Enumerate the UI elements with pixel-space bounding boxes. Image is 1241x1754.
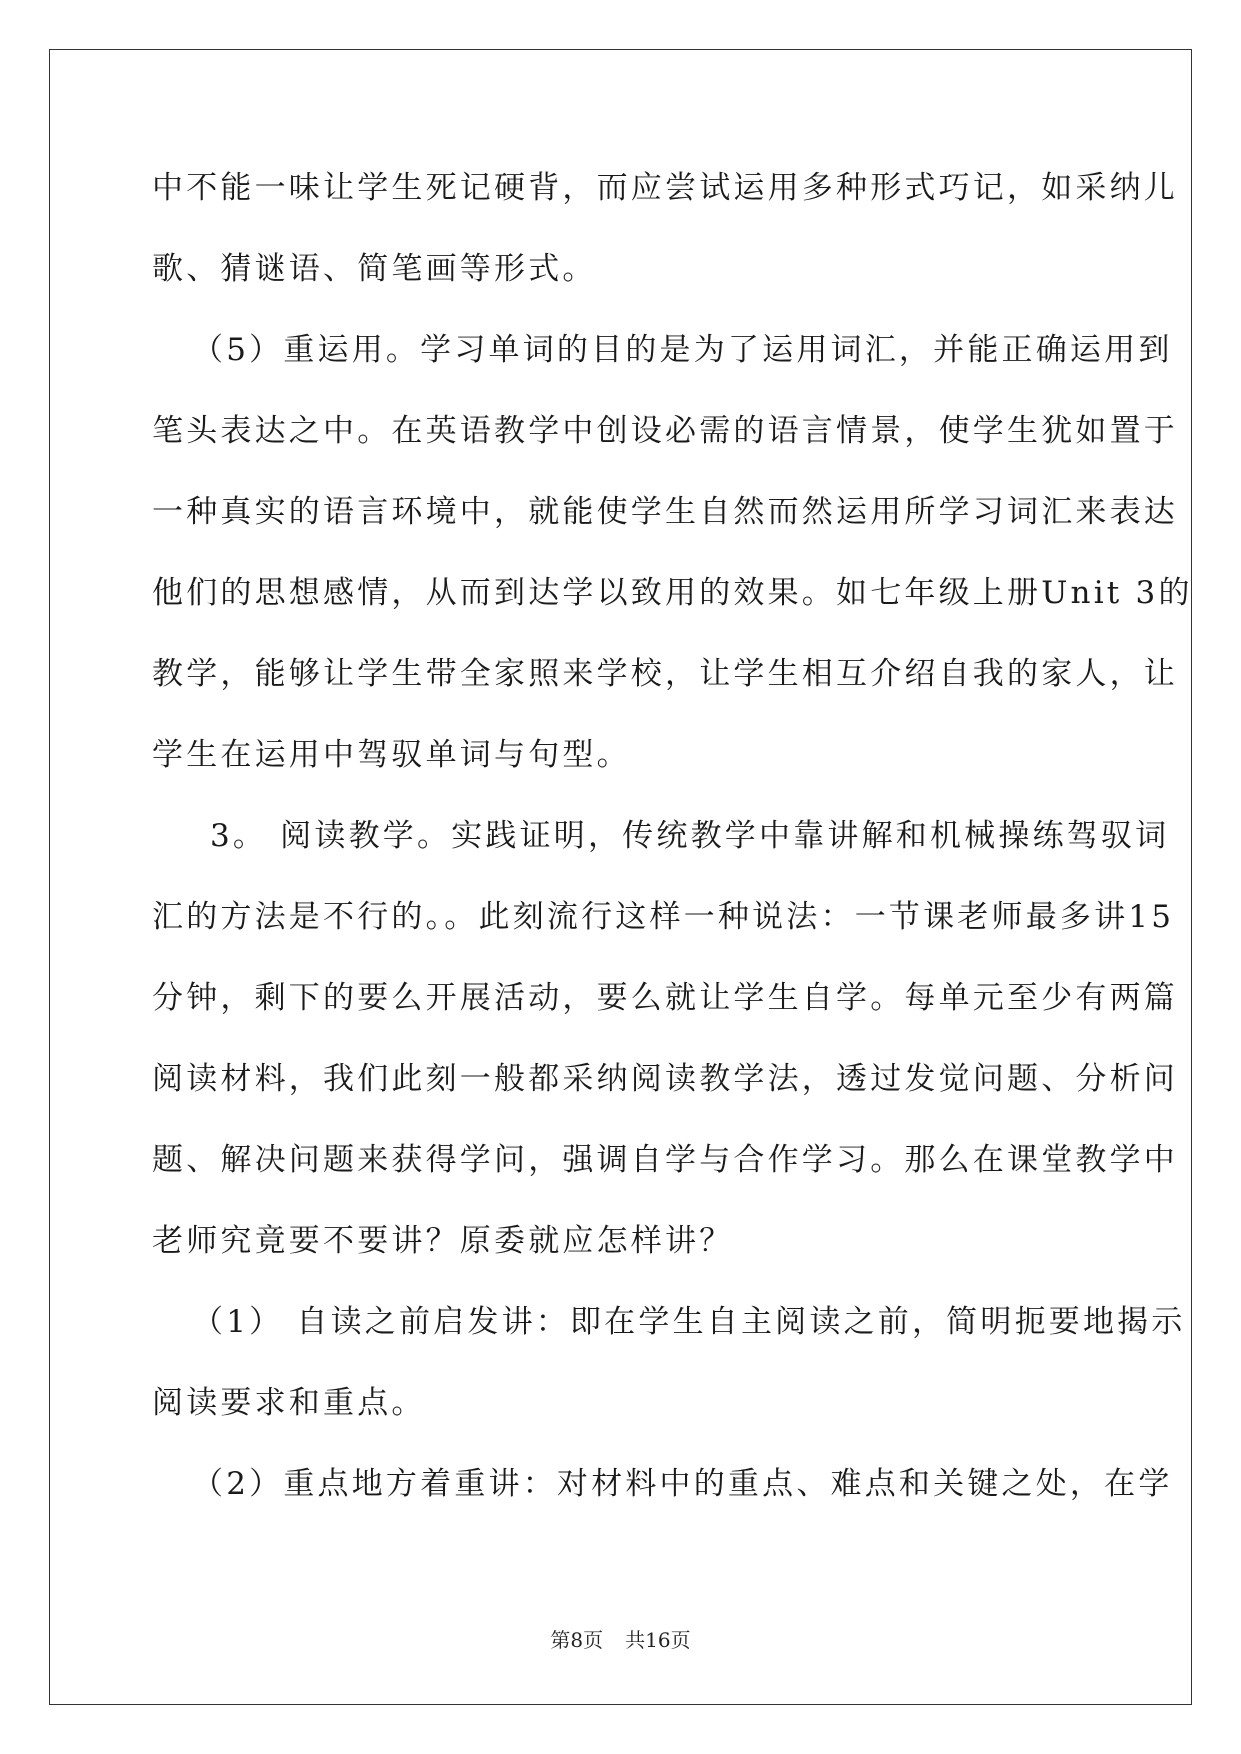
- paragraph-start-line: 3。 阅读教学。实践证明，传统教学中靠讲解和机械操练驾驭词: [210, 818, 1170, 854]
- page-footer: [0, 1624, 1241, 1653]
- text-line: 阅读材料，我们此刻一般都采纳阅读教学法，透过发觉问题、分析问: [152, 1061, 1178, 1097]
- total-page-count: 共16页: [625, 1628, 691, 1652]
- text-line: 一种真实的语言环境中，就能使学生自然而然运用所学习词汇来表达: [152, 494, 1178, 530]
- document-body: [152, 168, 1193, 1545]
- text-line: 教学，能够让学生带全家照来学校，让学生相互介绍自我的家人，让: [152, 656, 1178, 692]
- text-line: 分钟，剩下的要么开展活动，要么就让学生自学。每单元至少有两篇: [152, 980, 1178, 1016]
- text-line: 学生在运用中驾驭单词与句型。: [152, 737, 631, 773]
- paragraph-start-line: （1） 自读之前启发讲：即在学生自主阅读之前，简明扼要地揭示: [192, 1304, 1186, 1340]
- text-line: 他们的思想感情，从而到达学以致用的效果。如七年级上册Unit 3的: [152, 575, 1193, 611]
- text-line: 歌、猜谜语、简笔画等形式。: [152, 251, 597, 287]
- text-line: 老师究竟要不要讲？原委就应怎样讲？: [152, 1223, 734, 1259]
- paragraph-start-line: （2）重点地方着重讲：对材料中的重点、难点和关键之处，在学: [192, 1466, 1173, 1502]
- text-line: 题、解决问题来获得学问，强调自学与合作学习。那么在课堂教学中: [152, 1142, 1178, 1178]
- current-page-number: 第8页: [550, 1628, 604, 1652]
- text-line: 阅读要求和重点。: [152, 1385, 426, 1421]
- text-line: 中不能一味让学生死记硬背，而应尝试运用多种形式巧记，如采纳儿: [152, 170, 1178, 206]
- paragraph-start-line: （5）重运用。学习单词的目的是为了运用词汇，并能正确运用到: [192, 332, 1173, 368]
- text-line: 汇的方法是不行的。。此刻流行这样一种说法：一节课老师最多讲15: [152, 899, 1175, 935]
- text-line: 笔头表达之中。在英语教学中创设必需的语言情景，使学生犹如置于: [152, 413, 1178, 449]
